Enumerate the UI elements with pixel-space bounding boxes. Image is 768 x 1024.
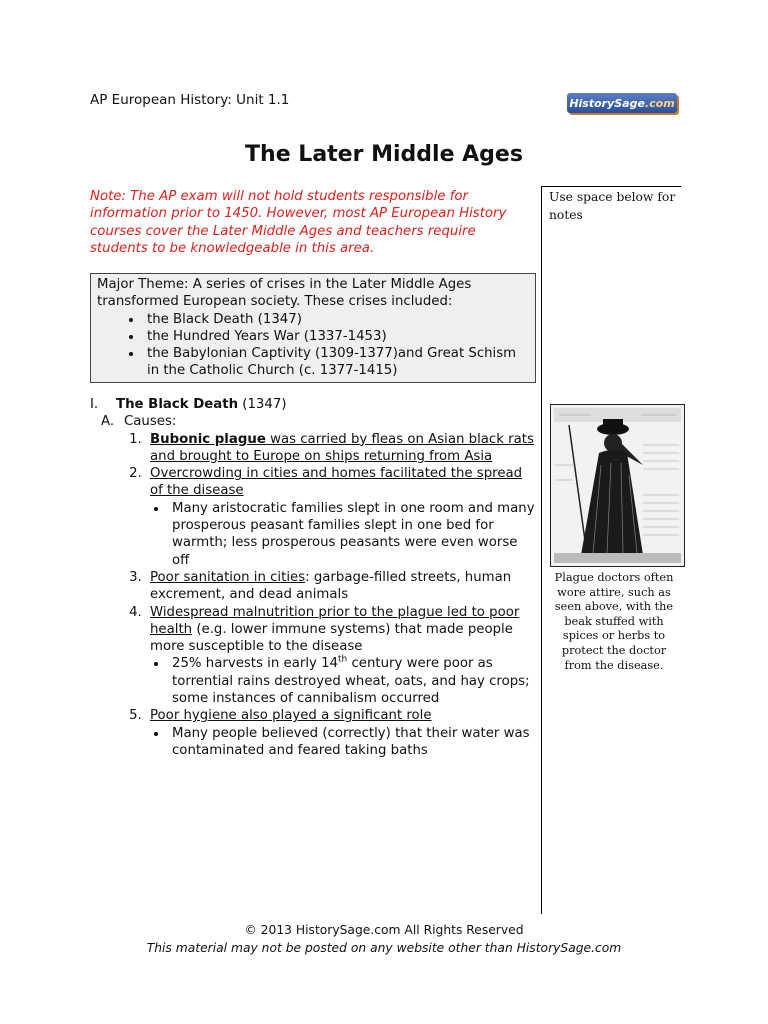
plague-doctor-image bbox=[550, 404, 685, 567]
list-item bbox=[146, 604, 538, 708]
list-item bbox=[146, 707, 538, 759]
page-title: The Later Middle Ages bbox=[245, 142, 523, 167]
major-theme-box bbox=[90, 273, 536, 383]
theme-item: • the Babylonian Captivity (1309-1377)and Great Schism in the Catholic Church (c. 1377-1415) bbox=[143, 345, 529, 380]
item-term: Poor sanitation in cities bbox=[150, 569, 306, 585]
copyright-notice: © 2013 HistorySage.com All Rights Reserved bbox=[244, 923, 524, 937]
section-title: The Black Death bbox=[116, 397, 239, 412]
notes-column-top-rule bbox=[541, 186, 681, 187]
bullet-item: • Many people believed (correctly) that their water was contaminated and feared taking baths bbox=[168, 725, 538, 760]
bullet-text: century were poor as torrential rains destroyed wheat, oats, and hay crops; some instances of cannibalism occurred bbox=[172, 656, 530, 707]
theme-item: • the Black Death (1347) bbox=[143, 311, 529, 328]
bullet-text: 25% harvests in early 14 bbox=[172, 656, 339, 672]
course-header: AP European History: Unit 1.1 bbox=[90, 92, 290, 108]
disclaimer: This material may not be posted on any website other than HistorySage.com bbox=[146, 941, 622, 955]
logo-text: HistorySage bbox=[569, 96, 645, 110]
notes-column-divider bbox=[541, 186, 542, 914]
logo-suffix: .com bbox=[644, 96, 675, 110]
exam-note: Note: The AP exam will not hold students responsible for information prior to 1450. However, most AP European History courses cover the Later Middle Ages and teachers require students to be knowledgeable in this area. bbox=[90, 189, 507, 256]
list-item bbox=[146, 569, 538, 604]
bubonic-plague-term: Bubonic plague bbox=[150, 431, 266, 447]
theme-list bbox=[97, 311, 529, 380]
list-item bbox=[146, 431, 538, 466]
item-text: (e.g. lower immune systems) that made people more susceptible to the disease bbox=[150, 621, 513, 655]
bullet-item: • Many aristocratic families slept in one room and many prosperous peasant families slept in one bed for warmth; less prosperous peasants were even worse off bbox=[168, 500, 538, 569]
theme-item: • the Hundred Years War (1337-1453) bbox=[143, 328, 529, 345]
subsection-letter: A. bbox=[101, 414, 115, 430]
section-year: (1347) bbox=[238, 397, 287, 412]
subsection-heading bbox=[101, 413, 538, 430]
item-text: : garbage-filled streets, human excrement, and dead animals bbox=[150, 569, 512, 603]
sub-bullets bbox=[150, 655, 538, 707]
item-text: Overcrowding in cities and homes facilitated the spread of the disease bbox=[150, 466, 523, 499]
sub-bullets bbox=[150, 500, 538, 569]
historysage-logo[interactable] bbox=[567, 93, 677, 113]
subsection-title: Causes: bbox=[124, 414, 177, 430]
bullet-item bbox=[168, 655, 538, 707]
plague-doctor-illustration bbox=[551, 405, 684, 566]
sub-bullets bbox=[150, 725, 538, 760]
item-text: Poor hygiene also played a significant role bbox=[150, 708, 432, 724]
section-numeral: I. bbox=[90, 397, 99, 412]
item-text: was carried by fleas on Asian black rats and brought to Europe on ships returning from Asia bbox=[150, 431, 534, 464]
causes-list bbox=[90, 431, 538, 760]
outline bbox=[90, 396, 538, 759]
notes-label: Use space below for notes bbox=[549, 190, 676, 222]
item-term: Widespread malnutrition prior to the plague led to poor health bbox=[150, 604, 520, 637]
image-caption: Plague doctors often wore attire, such as seen above, with the beak stuffed with spices or herbs to protect the doctor from the disease. bbox=[554, 571, 674, 672]
list-item bbox=[146, 465, 538, 569]
theme-intro: Major Theme: A series of crises in the Later Middle Ages transformed European society. These crises included: bbox=[97, 277, 472, 310]
superscript: th bbox=[338, 655, 348, 666]
section-heading bbox=[90, 396, 538, 413]
